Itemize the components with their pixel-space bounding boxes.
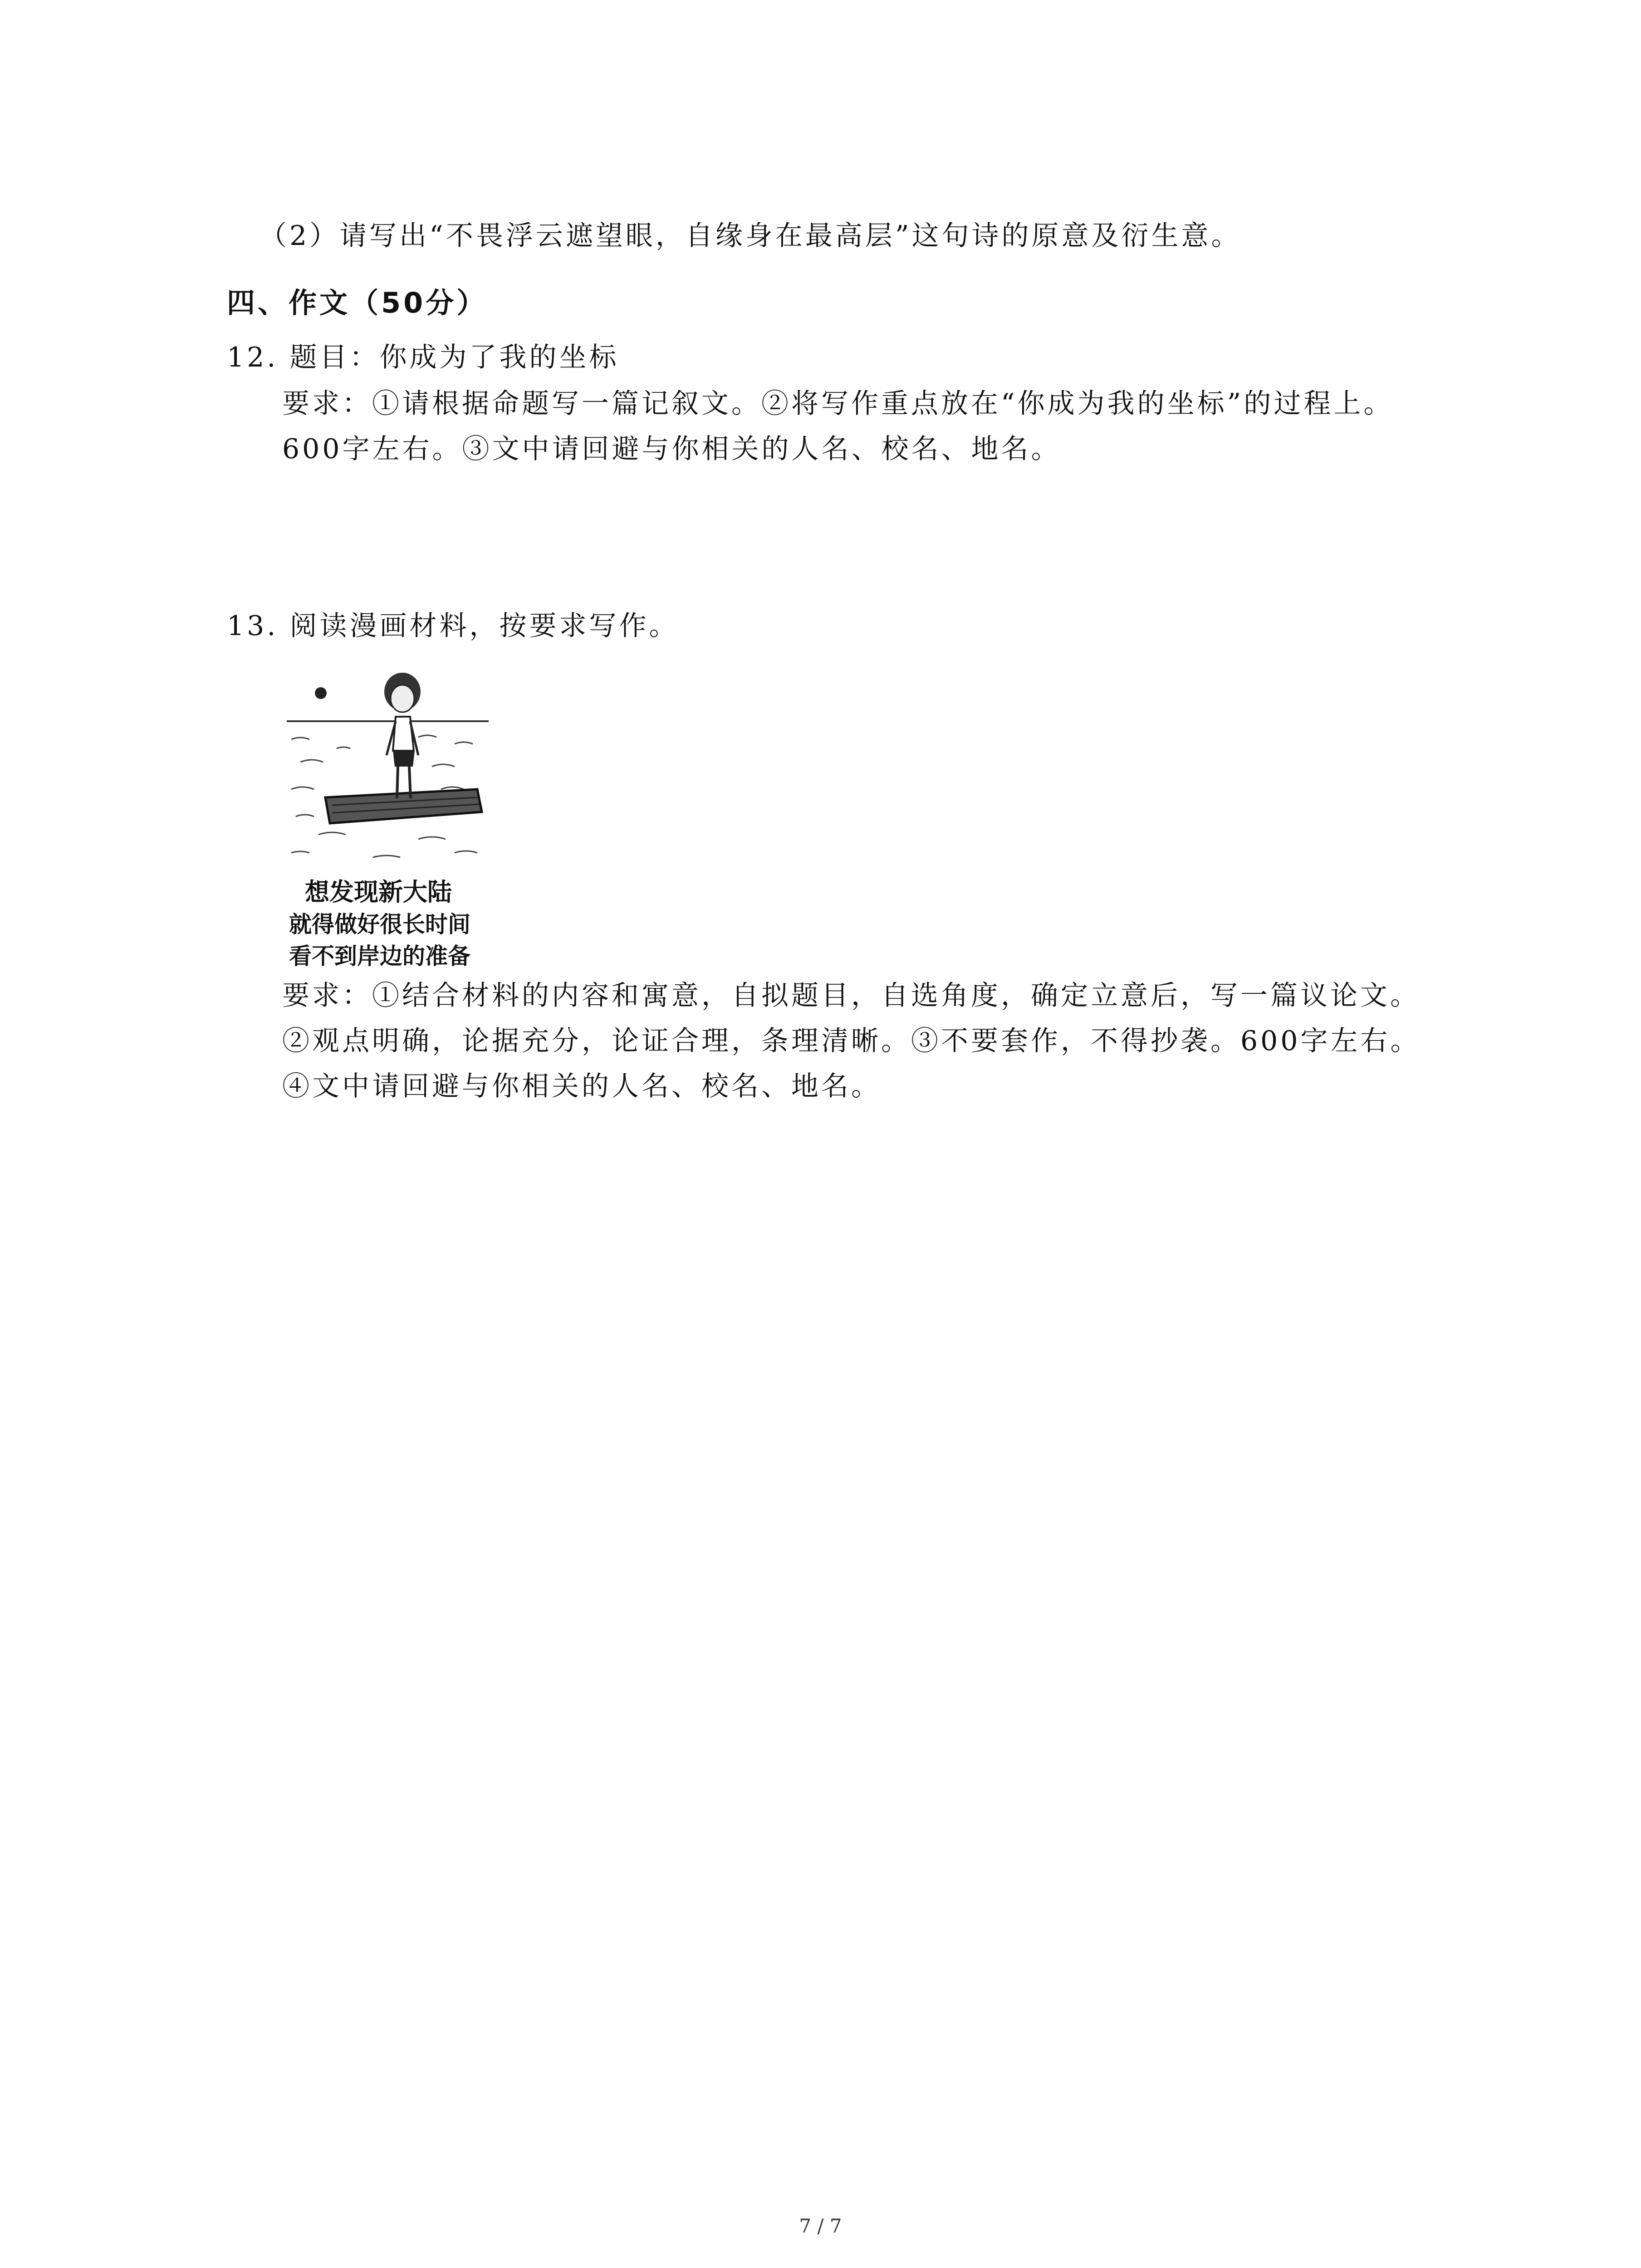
cartoon-caption-line-3: 看不到岸边的准备 — [289, 943, 470, 969]
q13-requirement-line-2: ②观点明确，论据充分，论证合理，条理清晰。③不要套作，不得抄袭。600字左右。 — [282, 1025, 1421, 1057]
q11-part2-text: （2）请写出“不畏浮云遮望眼，自缘身在最高层”这句诗的原意及衍生意。 — [260, 220, 1241, 252]
q13-title: 13. 阅读漫画材料，按要求写作。 — [227, 610, 679, 642]
q12-requirement-line-2: 600字左右。③文中请回避与你相关的人名、校名、地名。 — [282, 433, 1061, 465]
cartoon-caption-line-2: 就得做好很长时间 — [289, 911, 470, 938]
cartoon-figure — [282, 653, 495, 971]
q12-requirement-line-1: 要求：①请根据命题写一篇记叙文。②将写作重点放在“你成为我的坐标”的过程上。 — [282, 388, 1394, 420]
q12-title: 12. 题目：你成为了我的坐标 — [227, 342, 619, 373]
cartoon-caption-line-1: 想发现新大陆 — [305, 878, 452, 906]
section-heading: 四、作文（50分） — [227, 286, 488, 319]
q13-requirement-line-1: 要求：①结合材料的内容和寓意，自拟题目，自选角度，确定立意后，写一篇议论文。 — [282, 980, 1420, 1012]
page-number: 7 / 7 — [799, 2215, 842, 2237]
q13-requirement-line-3: ④文中请回避与你相关的人名、校名、地名。 — [282, 1070, 881, 1102]
cartoon-drawing — [282, 653, 495, 971]
